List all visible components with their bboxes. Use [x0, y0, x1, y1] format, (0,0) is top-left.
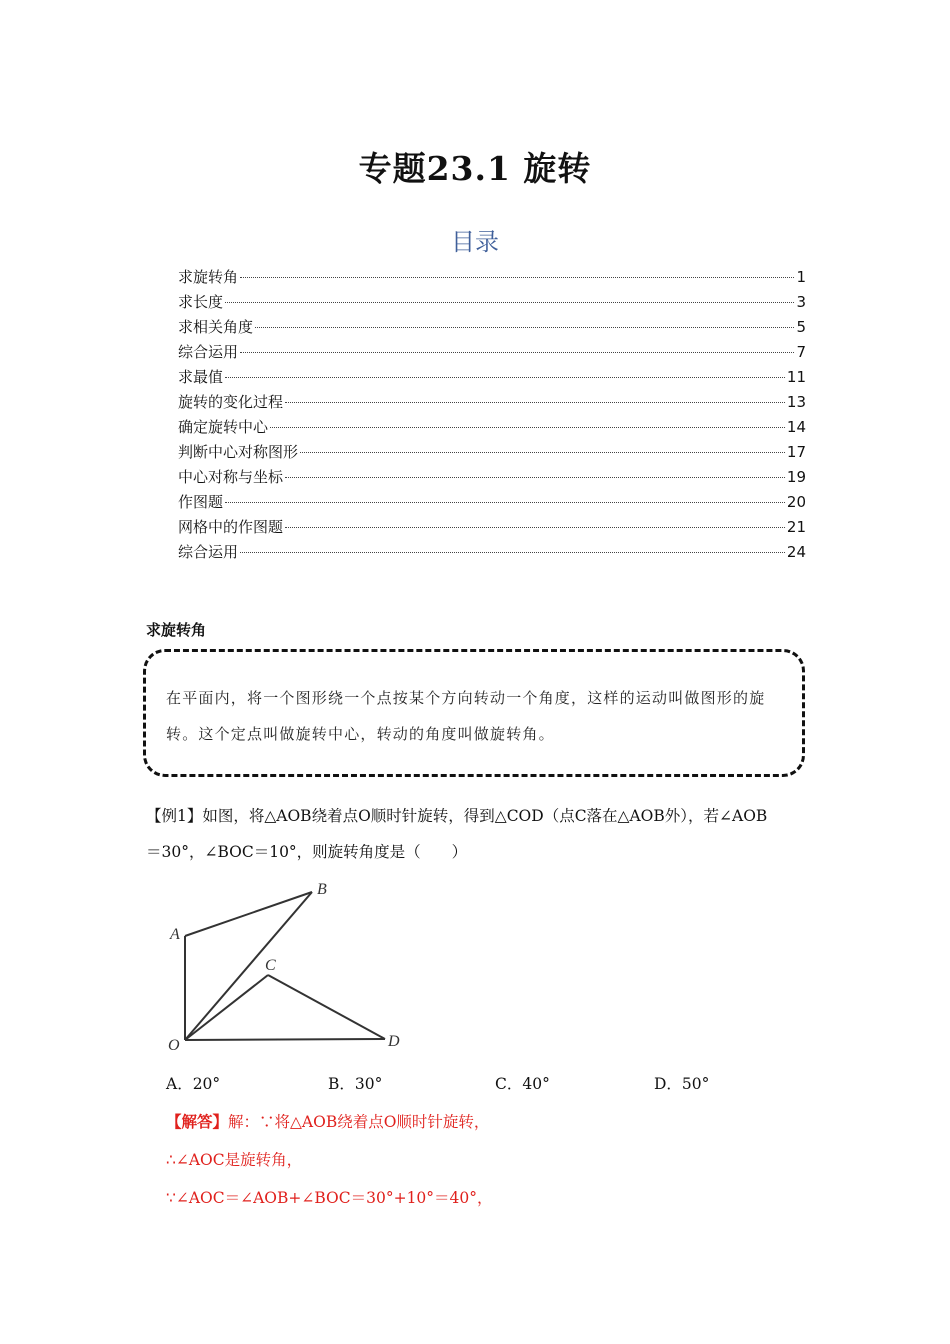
toc-entry[interactable] [178, 266, 806, 291]
toc-entry-page: 13 [786, 393, 806, 411]
option-a[interactable]: A．20° [166, 1075, 221, 1093]
label-A: A [170, 926, 180, 943]
definition-box [143, 649, 805, 777]
toc-entry-page: 21 [786, 518, 806, 536]
toc-entry-title: 作图题 [178, 493, 224, 511]
toc-entry-title: 综合运用 [178, 343, 239, 361]
toc-entry[interactable] [178, 341, 806, 366]
toc-entry[interactable] [178, 541, 806, 566]
toc-leader-dots [285, 477, 785, 478]
toc-leader-dots [270, 427, 785, 428]
label-B: B [317, 881, 327, 898]
toc-leader-dots [225, 502, 785, 503]
toc-entry[interactable] [178, 366, 806, 391]
toc-leader-dots [225, 377, 785, 378]
toc-leader-dots [255, 327, 794, 328]
answer-label: 【解答】 [166, 1112, 229, 1131]
answer-line-3: ∵∠AOC＝∠AOB+∠BOC＝30°+10°＝40°， [166, 1189, 493, 1207]
answer-line-1 [166, 1110, 806, 1132]
section-title: 求旋转角 [146, 621, 207, 639]
definition-text: 在平面内，将一个图形绕一个点按某个方向转动一个角度，这样的运动叫做图形的旋转。这个定点叫做旋转中心，转动的角度叫做旋转角。 [166, 689, 766, 743]
toc-entry-page: 5 [796, 318, 806, 336]
question-line-1: 【例1】如图，将△AOB绕着点O顺时针旋转，得到△COD（点C落在△AOB外），若∠AOB [146, 807, 768, 825]
toc-entry[interactable] [178, 491, 806, 516]
toc-entry-page: 17 [786, 443, 806, 461]
toc-leader-dots [240, 277, 794, 278]
segment-CD [268, 975, 385, 1039]
toc-entry-title: 求最值 [178, 368, 224, 386]
toc-entry-page: 24 [786, 543, 806, 561]
toc-entry-title: 中心对称与坐标 [178, 468, 284, 486]
toc-entry-title: 旋转的变化过程 [178, 393, 284, 411]
label-D: D [388, 1033, 400, 1050]
option-c[interactable]: C．40° [495, 1075, 550, 1093]
toc-leader-dots [240, 352, 794, 353]
toc-entry-page: 19 [786, 468, 806, 486]
toc-entry-page: 1 [796, 268, 806, 286]
toc-entry[interactable] [178, 391, 806, 416]
toc-entry[interactable] [178, 466, 806, 491]
toc-entry-page: 20 [786, 493, 806, 511]
toc-entry-title: 综合运用 [178, 543, 239, 561]
question-line-2: ＝30°，∠BOC＝10°，则旋转角度是（ ） [146, 843, 468, 861]
label-O: O [168, 1037, 180, 1054]
toc-entry-page: 7 [796, 343, 806, 361]
toc-leader-dots [285, 402, 785, 403]
geometry-figure [160, 872, 420, 1057]
toc-entry[interactable] [178, 516, 806, 541]
segment-OD [185, 1039, 385, 1040]
toc-leader-dots [225, 302, 794, 303]
label-C: C [265, 957, 276, 974]
answer-options [166, 1072, 726, 1096]
toc-entry[interactable] [178, 441, 806, 466]
toc-heading: 目录 [451, 228, 499, 256]
example-question [146, 798, 810, 870]
toc-entry-title: 确定旋转中心 [178, 418, 269, 436]
option-d[interactable]: D．50° [654, 1075, 710, 1093]
toc-entry-title: 求长度 [178, 293, 224, 311]
toc-entry[interactable] [178, 316, 806, 341]
toc-entry-page: 3 [796, 293, 806, 311]
answer-text-1: 解：∵将△AOB绕着点O顺时针旋转， [228, 1113, 490, 1131]
toc-leader-dots [285, 527, 785, 528]
toc-leader-dots [240, 552, 785, 553]
toc-entry-title: 网格中的作图题 [178, 518, 284, 536]
toc-entry-page: 11 [786, 368, 806, 386]
toc-entry-page: 14 [786, 418, 806, 436]
toc-entry[interactable] [178, 291, 806, 316]
answer-line-2: ∴∠AOC是旋转角， [166, 1151, 303, 1169]
toc-entry-title: 求相关角度 [178, 318, 254, 336]
toc-entry-title: 求旋转角 [178, 268, 239, 286]
option-b[interactable]: B．30° [328, 1075, 383, 1093]
segment-OC [185, 975, 268, 1040]
table-of-contents [178, 266, 806, 566]
toc-entry-title: 判断中心对称图形 [178, 443, 299, 461]
toc-leader-dots [300, 452, 785, 453]
toc-entry[interactable] [178, 416, 806, 441]
document-title: 专题23.1 旋转 [358, 149, 592, 188]
